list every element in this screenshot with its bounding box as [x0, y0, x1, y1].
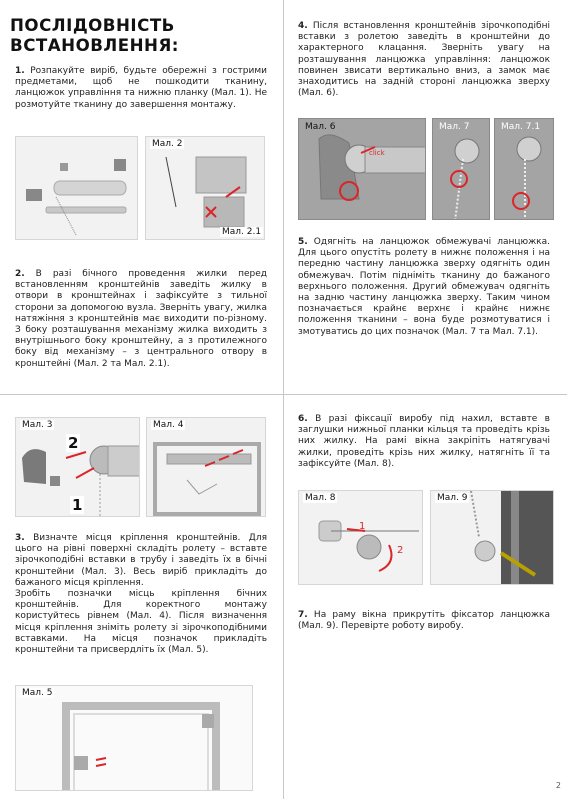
figure-5	[15, 685, 253, 791]
step-3-text-1: Визначте місця кріплення кронштейнів. Для цього на рівні поверхні складіть ролету – вставте зірочкоподібні вставки в трубу і заведіть їх в бічні кронштейни (Мал. 3). Весь виріб прикладіть до бажаного місця кріплення.	[15, 533, 267, 588]
step-1	[15, 66, 267, 111]
figure-5-label: Мал. 5	[22, 688, 53, 698]
step-4-text: Після встановлення кронштейнів зірочкоподібні вставки з ролетою заведіть в кронштейни до характерного клацання. Зверніть увагу на розташування ланцюжка управління: ланцюжок повинен звисати вертикально вниз, а замок має знаходитись на задній стороні ланцюжка зверху (Мал. 6).	[298, 21, 550, 99]
figure-8-step-2: 2	[397, 545, 404, 556]
step-3	[15, 533, 267, 656]
figure-9-label: Мал. 9	[437, 493, 468, 503]
step-7	[298, 610, 550, 632]
figure-1-drawing	[16, 137, 138, 240]
step-5-text: Одягніть на ланцюжок обмежувачі ланцюжка. Для цього опустіть ролету в нижнє положення і на передню частину ланцюжка зверху одягніть один обмежувач. Потім підніміть тканину до бажаного верхнього положення. Другий обмежувач одягніть на задню частину ланцюжка зверху. Таким чином позначається крайнє верхнє і крайнє нижнє положення тканини – вона буде розмотуватися і змотуватись до цих позначок (Мал. 7 та Мал. 7.1).	[298, 237, 550, 337]
figure-6-label: Мал. 6	[305, 122, 336, 132]
figure-4	[146, 417, 266, 517]
step-3-text-2: Зробіть позначки місць кріплення бічних кронштейнів. Для коректного монтажу користуйтесь рівнем (Мал. 4). Після визначення місця кріплення зніміть ролету зі зірочкоподібними вставками. На місця позначок прикладіть кронштейни та присвердліть їх (Мал. 5).	[15, 589, 267, 656]
figure-3-step-2: 2	[68, 434, 79, 452]
figure-9	[430, 490, 554, 585]
step-6	[298, 414, 550, 470]
page-title: ПОСЛІДОВНІСТЬ ВСТАНОВЛЕННЯ:	[10, 16, 179, 56]
figure-7-label: Мал. 7	[439, 122, 470, 132]
figure-2-1-label: Мал. 2.1	[222, 227, 262, 237]
step-2-number: 2.	[15, 269, 25, 279]
figure-8	[298, 490, 423, 585]
figure-6-drawing	[299, 119, 426, 220]
figure-2-drawing	[146, 137, 265, 240]
figure-2	[145, 136, 265, 240]
step-7-text: На раму вікна прикрутіть фіксатор ланцюжка (Мал. 9). Перевірте роботу виробу.	[298, 610, 550, 632]
step-1-text: Розпакуйте виріб, будьте обережні з гострими предметами, щоб не пошкодити тканину, ланцюжок управління та нижню планку (Мал. 1). Не розмотуйте тканину до завершення монтажу.	[15, 66, 267, 110]
figure-2-label: Мал. 2	[152, 139, 183, 149]
step-1-number: 1.	[15, 66, 25, 76]
figure-8-drawing	[299, 491, 423, 585]
figure-9-drawing	[431, 491, 554, 585]
step-7-number: 7.	[298, 610, 308, 620]
figure-7-1-label: Мал. 7.1	[501, 122, 541, 132]
figure-7	[432, 118, 490, 220]
figure-7-drawing	[433, 119, 490, 220]
figure-3-label: Мал. 3	[22, 420, 53, 430]
page-number: 2	[555, 781, 561, 790]
step-6-text: В разі фіксації виробу під нахил, вставте в заглушки нижньої планки кільця та проведіть крізь них жилку. На рамі вікна закріпіть натягувачі жилки, проведіть крізь них жилку, натягніть її та зафіксуйте (Мал. 8).	[298, 414, 550, 469]
column-divider	[283, 0, 284, 799]
step-3-number: 3.	[15, 533, 25, 543]
figure-1	[15, 136, 138, 240]
row-divider	[0, 394, 567, 395]
figure-5-drawing	[16, 686, 253, 791]
figure-8-step-1: 1	[359, 521, 366, 532]
step-6-number: 6.	[298, 414, 308, 424]
step-4	[298, 21, 550, 99]
figure-6-click-label: click	[369, 149, 385, 157]
step-5	[298, 237, 550, 338]
figure-6	[298, 118, 426, 220]
step-2-text: В разі бічного проведення жилки перед встановленням кронштейнів заведіть жилку в отвори в кронштейнах і зафіксуйте з тильної сторони за допомогою вузла. Зверніть увагу, жилка натяжіння з кронштейнів має виходити по-різному. З боку розташування механізму жилка виходить з внутрішнього боку кронштейну, а з протилежного боку від механізму – з центрального отвору в кронштейні (Мал. 2 та Мал. 2.1).	[15, 269, 267, 369]
figure-4-label: Мал. 4	[153, 420, 184, 430]
figure-3	[15, 417, 140, 517]
figure-7-1	[494, 118, 554, 220]
figure-8-label: Мал. 8	[305, 493, 336, 503]
step-5-number: 5.	[298, 237, 308, 247]
figure-3-step-1: 1	[72, 496, 83, 514]
figure-4-drawing	[147, 418, 266, 517]
figure-7-1-drawing	[495, 119, 554, 220]
step-4-number: 4.	[298, 21, 308, 31]
step-2	[15, 269, 267, 370]
